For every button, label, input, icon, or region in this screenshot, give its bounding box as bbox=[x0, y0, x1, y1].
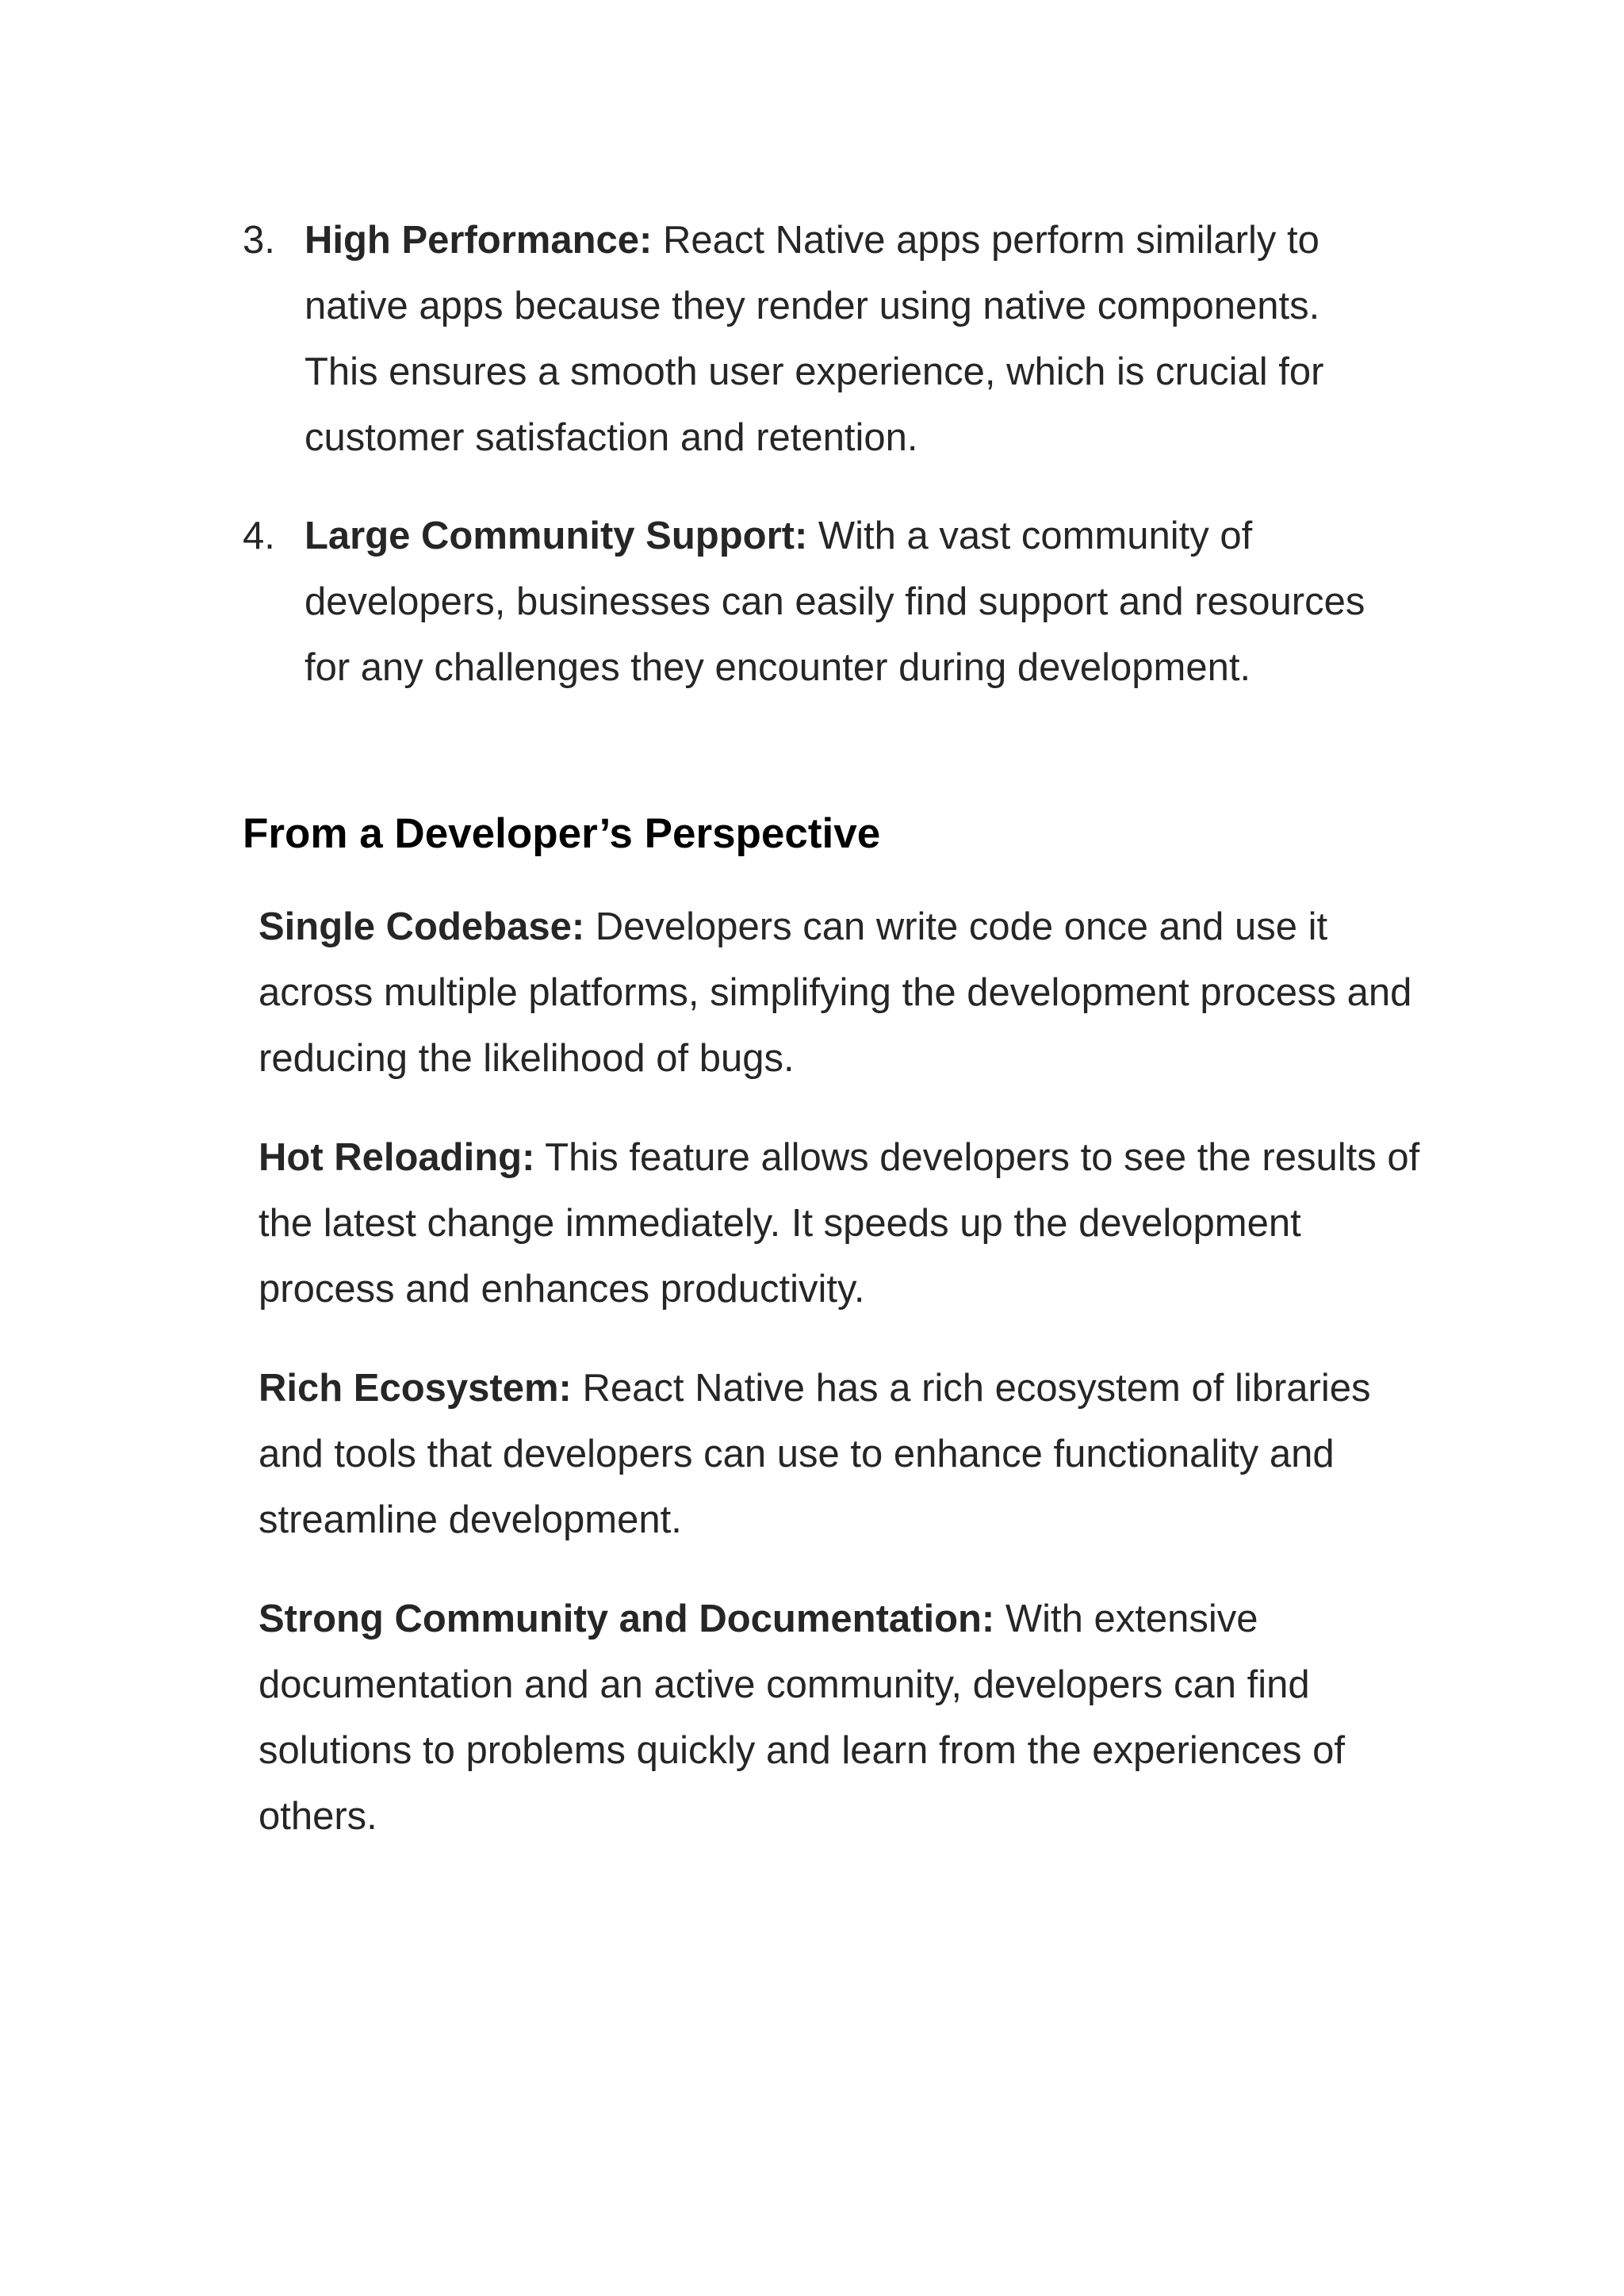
list-item-text: With a vast community of developers, businesses can easily find support and resources for any challenges they encounter during development. bbox=[304, 515, 1365, 689]
list-number: 3. bbox=[243, 219, 275, 262]
paragraph-text: This feature allows developers to see the results of the latest change immediately. It speeds up the development process and enhances productivity. bbox=[259, 1136, 1420, 1311]
paragraph-title: Single Codebase: bbox=[259, 905, 585, 948]
paragraph-title: Strong Community and Documentation: bbox=[259, 1598, 995, 1640]
developer-perspective-section bbox=[259, 894, 1424, 1883]
list-item-title: Large Community Support: bbox=[304, 515, 808, 557]
paragraph-text: With extensive documentation and an active community, developers can find solutions to problems quickly and learn from the experiences of others. bbox=[259, 1598, 1345, 1838]
paragraph-text: Developers can write code once and use it across multiple platforms, simplifying the development process and reducing the likelihood of bugs. bbox=[259, 905, 1412, 1080]
paragraph-rich-ecosystem bbox=[259, 1356, 1424, 1553]
list-item-title: High Performance: bbox=[304, 219, 653, 262]
list-item-large-community-support bbox=[243, 503, 1400, 701]
list-item-text: React Native apps perform similarly to native apps because they render using native components. This ensures a smooth user experience, which is crucial for customer satisfaction and retention. bbox=[304, 219, 1324, 459]
benefits-list bbox=[243, 208, 1400, 733]
list-item-high-performance bbox=[243, 208, 1400, 471]
section-heading: From a Developer’s Perspective bbox=[243, 810, 881, 857]
list-number: 4. bbox=[243, 515, 275, 557]
paragraph-text: React Native has a rich ecosystem of libraries and tools that developers can use to enhance functionality and streamline development. bbox=[259, 1367, 1371, 1541]
paragraph-strong-community bbox=[259, 1586, 1424, 1850]
paragraph-single-codebase bbox=[259, 894, 1424, 1092]
paragraph-title: Hot Reloading: bbox=[259, 1136, 535, 1179]
paragraph-hot-reloading bbox=[259, 1125, 1424, 1322]
paragraph-title: Rich Ecosystem: bbox=[259, 1367, 572, 1410]
